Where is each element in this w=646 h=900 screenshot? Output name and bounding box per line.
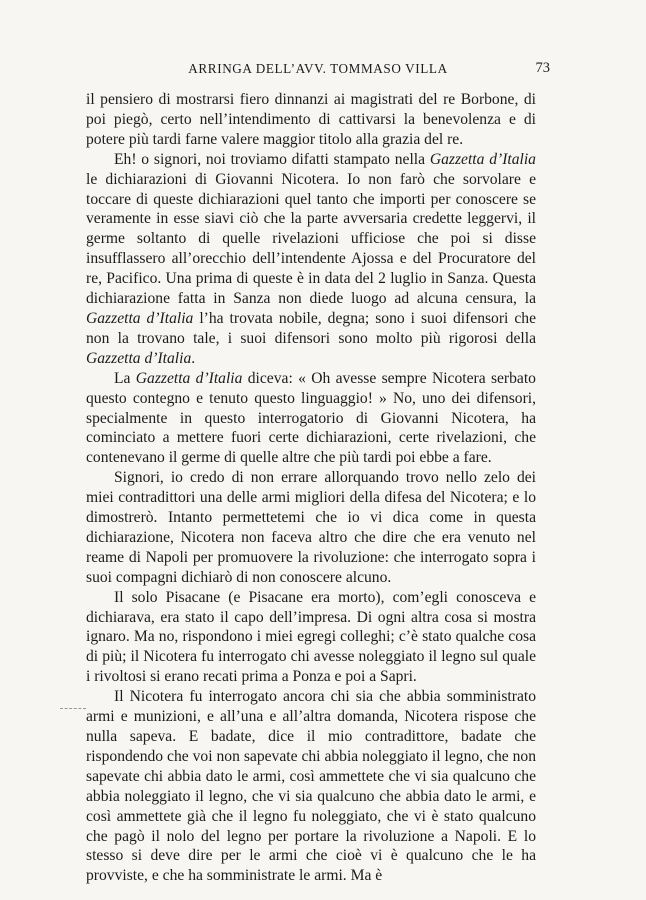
italic-title: Gazzetta d’Italia [429, 150, 536, 168]
margin-pencil-mark [60, 708, 86, 709]
text-run: Il solo Pisacane (e Pisacane era morto), com’egli conosceva e dichiarava, era stato il capo dell’impresa. Di ogni altra cosa si mostra ignaro. Ma no, rispondono i miei egregi colleghi; c’è stato qualche cosa di più; il Nicotera fu interrogato chi avesse noleggiato il legno sul quale i rivoltosi si erano recati prima a Ponza e poi a Sapri. [86, 588, 536, 686]
text-run: Il Nicotera fu interrogato ancora chi sia che abbia somministrato armi e munizioni, e all’una e all’altra domanda, Nicotera rispose che nulla sapeva. E badate, dice il mio contradittore, badate che rispondendo che voi non sapevate chi abbia noleggiato il legno, che non sapevate chi abbia dato le armi, così ammettete che vi sia qualcuno che abbia noleggiato il legno, che vi sia qualcuno che abbia dato le armi, e così ammettete già che il legno fu noleggiato, che vi è stato qualcuno che pagò il nolo del legno per portare la rivoluzione a Napoli. E lo stesso si deve dire per le armi che cioè vi è qualcuno che le ha provviste, e che ha somministrate le armi. Ma è [86, 688, 536, 885]
page-number: 73 [535, 60, 550, 76]
italic-title: Gazzetta d’Italia [135, 369, 243, 387]
text-run: diceva: « Oh avesse sempre Nicotera serbato questo contegno e tenuto questo linguaggio! » No, uno dei difensori, specialmente in questo interrogatorio di Giovanni Nicotera, ha cominciato a mettere fuori certe dichiarazioni, certe rivelazioni, che contenevano il germe di quelle altre che più tardi poi ebbe a fare. [86, 369, 536, 467]
text-run: . [191, 349, 196, 367]
paragraph [86, 90, 536, 150]
body-text [86, 90, 536, 886]
page-header [86, 58, 550, 80]
italic-title: Gazzetta d’Italia [86, 349, 192, 367]
text-run: Signori, io credo di non errare allorquando trovo nello zelo dei miei contradittori una delle armi migliori della difesa del Nicotera; e lo dimostrerò. Intanto permettetemi che io vi dica come in questa dichiarazione, Nicotera non faceva altro che dire che era venuto nel reame di Napoli per promuovere la rivoluzione: che interrogato sopra i suoi compagni dichiarò di non conoscere alcuno. [86, 469, 536, 586]
paragraph [86, 687, 536, 886]
italic-title: Gazzetta d’Italia [86, 309, 194, 327]
paragraph [86, 468, 536, 587]
text-run: il pensiero di mostrarsi fiero dinnanzi ai magistrati del re Borbone, di poi piegò, certo nell’intendimento di cattivarsi la benevolenza e di potere più tardi farne valere maggior titolo alla grazia del re. [86, 91, 536, 148]
text-run: La [114, 369, 136, 387]
text-run: l’ha trovata nobile, degna; sono i suoi difensori che non la trovano tale, i suoi difensori sono molto più rigorosi della [86, 309, 536, 347]
paragraph [86, 150, 536, 369]
text-run: Eh! o signori, noi troviamo difatti stampato nella [114, 150, 430, 168]
text-run: le dichiarazioni di Giovanni Nicotera. Io non farò che sorvolare e toccare di queste dichiarazioni quel tanto che importi per conoscere se veramente in esse siavi ciò che la parte avversaria credette leggervi, il germe soltanto di quelle rivelazioni ufficiose che poi si disse insufflassero all’orecchio dell’intendente Ajossa e del Procuratore del re, Pacifico. Una prima di queste è in data del 2 luglio in Sanza. Questa dichiarazione fatta in Sanza non diede luogo ad alcuna censura, la [86, 170, 536, 308]
paragraph [86, 369, 536, 469]
paragraph [86, 588, 536, 688]
running-head: ARRINGA DELL’AVV. TOMMASO VILLA [188, 61, 448, 76]
